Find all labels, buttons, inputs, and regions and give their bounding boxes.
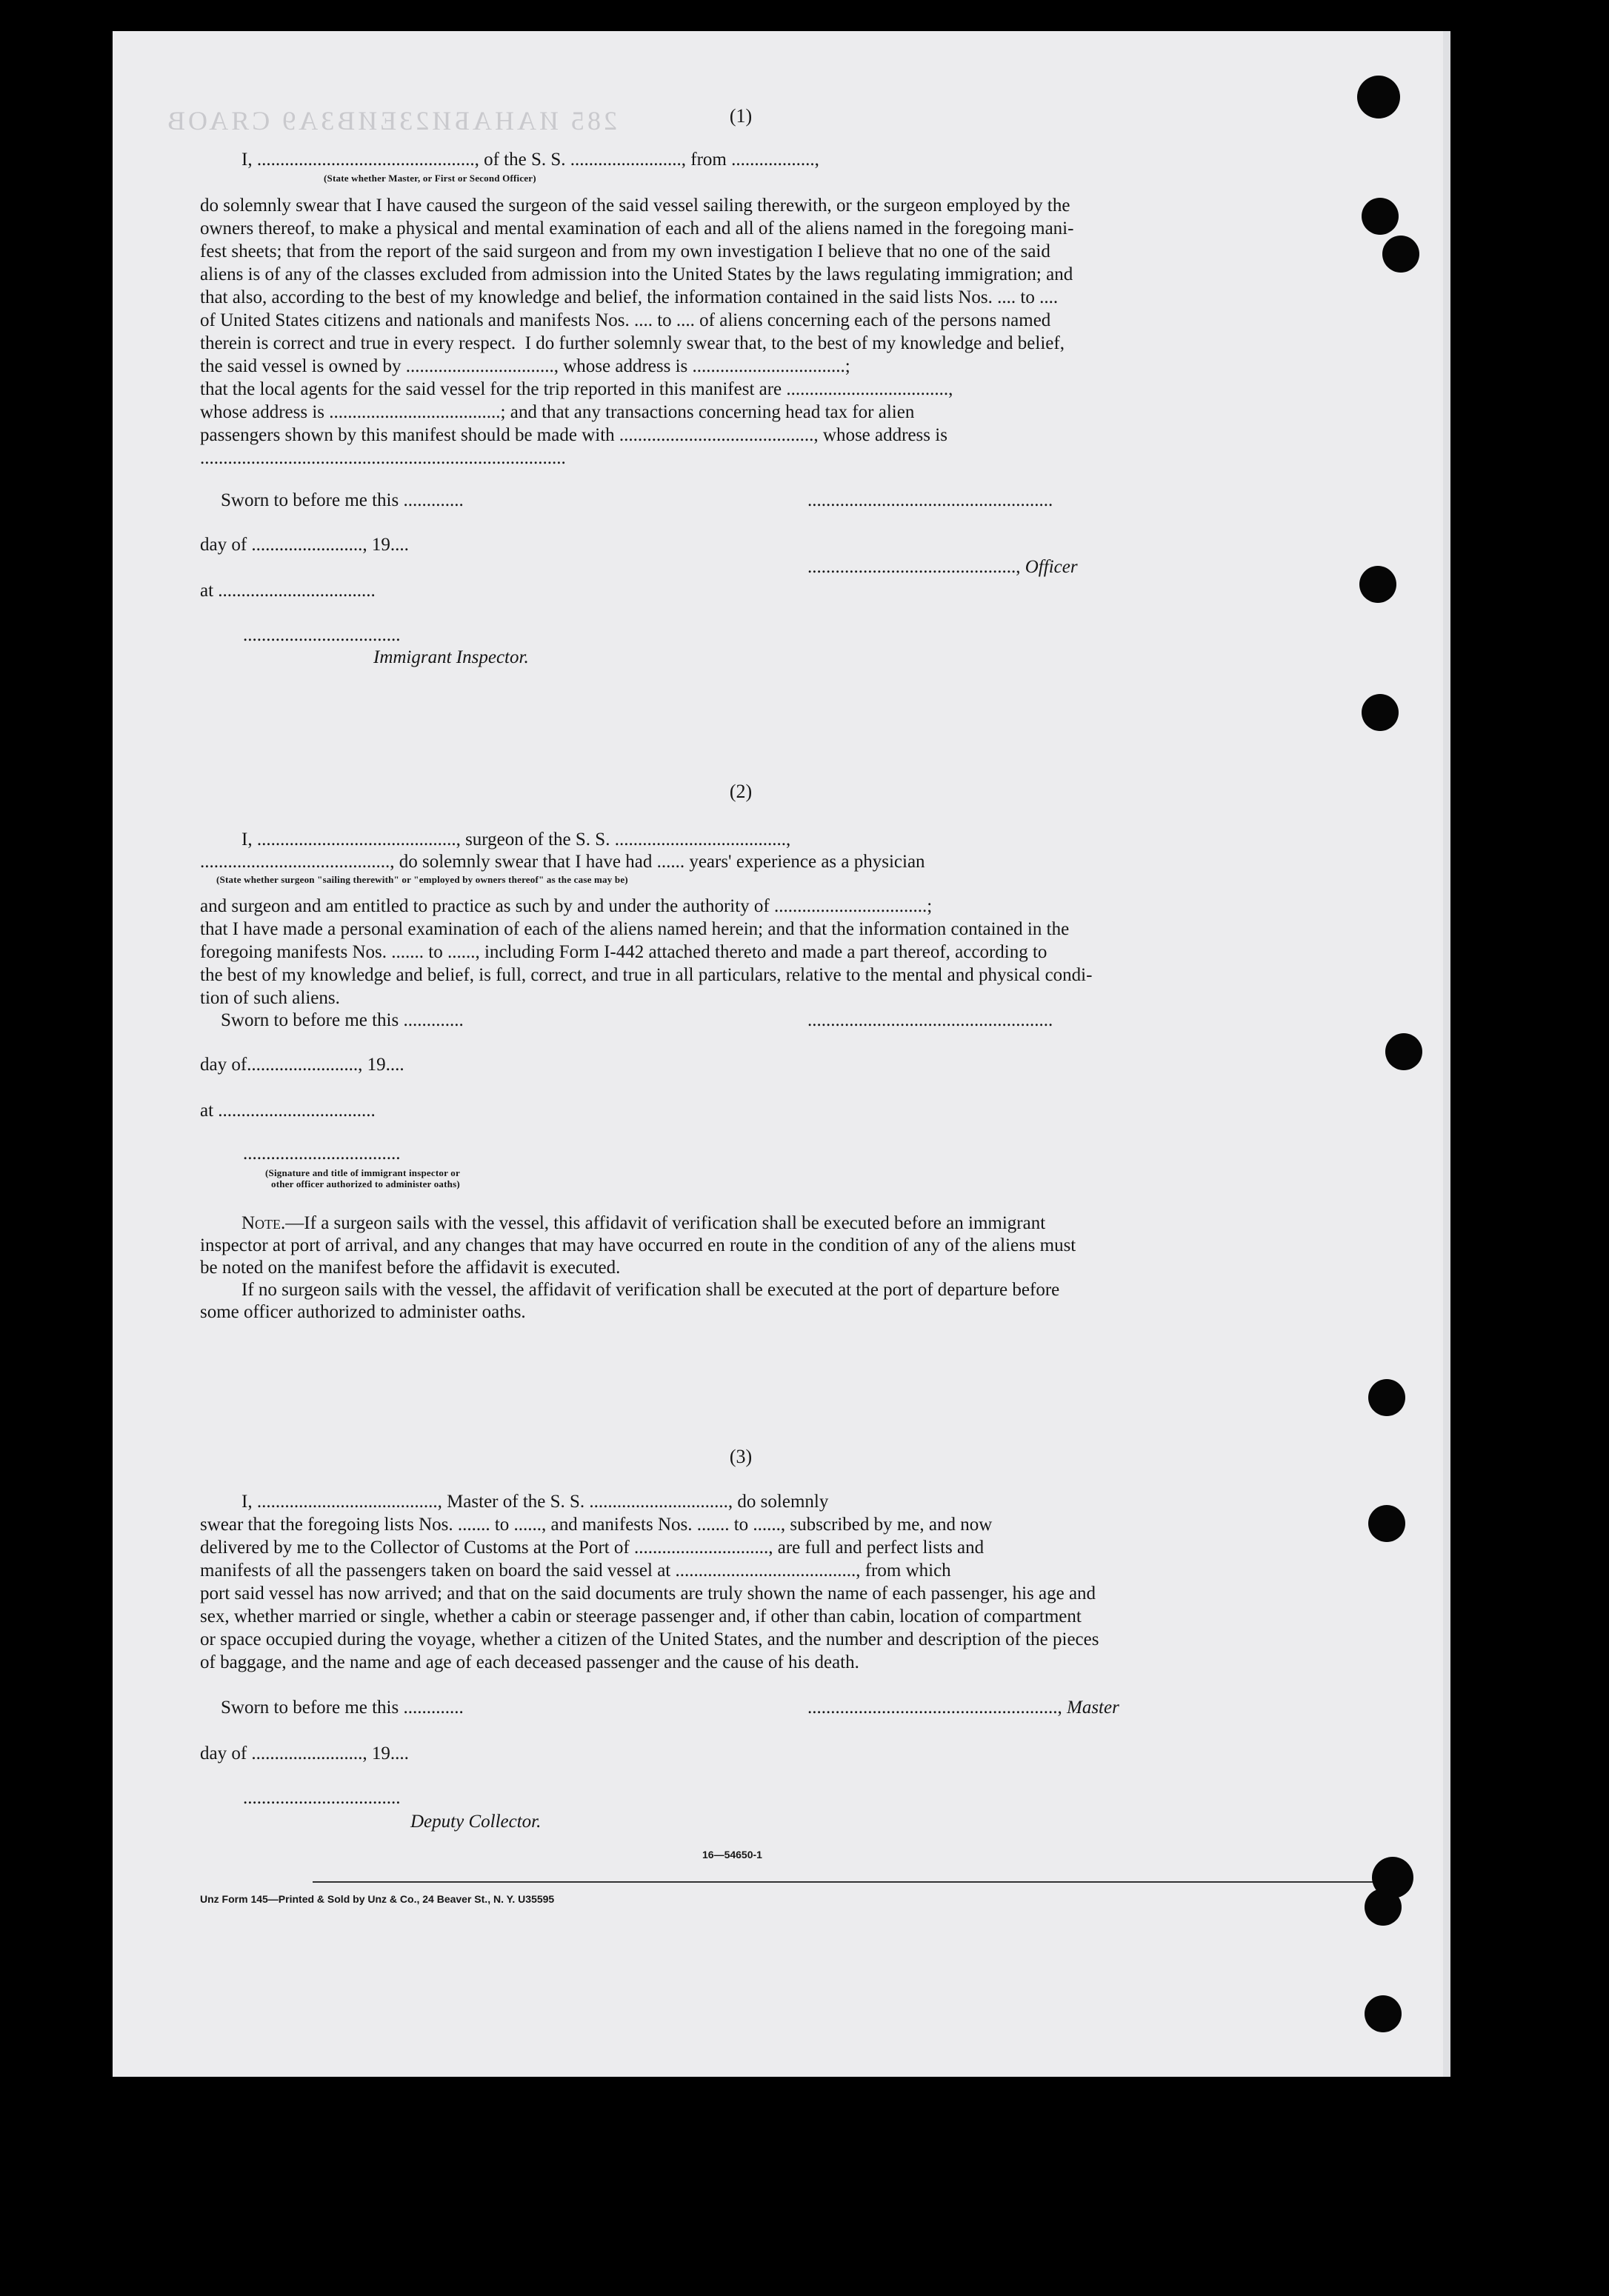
s1p-line: therein is correct and true in every respect. I do further solemnly swear that, to the best of my knowledge and belief, [200,333,1065,353]
s1p-line: ............................................................................... [200,448,566,468]
note-line-2: inspector at port of arrival, and any changes that may have occurred en route in the condition of any of the aliens must [200,1235,1076,1255]
section-1-number: (1) [729,105,753,127]
bleed-through-text: 285 ИАНАБИ2ЗЕИВЗА9 СЯАОВ [164,106,617,136]
note-line-1: Note.—If a surgeon sails with the vessel, this affidavit of verification shall be executed before an immigrant [241,1213,1046,1233]
officer-line: ............................................., Officer [807,557,1078,577]
s2p-line: and surgeon and am entitled to practice as such by and under the authority of .................................; [200,896,933,916]
section-2-number: (2) [729,781,753,802]
s2p-line: foregoing manifests Nos. ....... to ......, including Form I-442 attached thereto and made a part thereof, according to [200,942,1047,962]
punch-hole-5 [1362,694,1399,731]
section-3-day: day of ........................, 19.... [200,1743,409,1763]
s3p-line: or space occupied during the voyage, whether a citizen of the United States, and the number and description of the pieces [200,1629,1099,1649]
s1p-line: passengers shown by this manifest should be made with .........................................., whose address is [200,425,947,445]
section-1-hint: (State whether Master, or First or Second Officer) [324,173,536,184]
s3p-line: sex, whether married or single, whether a cabin or steerage passenger and, if other than cabin, location of compartment [200,1606,1082,1626]
form-sheet [113,31,1450,2077]
s3p-line: of baggage, and the name and age of each deceased passenger and the cause of his death. [200,1652,859,1672]
punch-hole-3 [1382,236,1419,273]
s1p-line: aliens is of any of the classes excluded from admission into the United States by the laws regulating immigration; and [200,264,1073,284]
s2p-line: tion of such aliens. [200,988,340,1008]
punch-hole-8 [1368,1505,1405,1542]
form-code: 16—54650-1 [702,1849,762,1861]
s3p-line: swear that the foregoing lists Nos. ....... to ......, and manifests Nos. ....... to ......, subscribed by me, and now [200,1515,993,1535]
s2p-line: that I have made a personal examination of each of the aliens named herein; and that the information contained in the [200,919,1070,939]
section-3-sworn: Sworn to before me this ............. [221,1698,464,1718]
punch-hole-6 [1385,1033,1422,1070]
master-line: ......................................................, Master [807,1698,1119,1718]
s3p-line: delivered by me to the Collector of Customs at the Port of ............................., are full and perfect lists and [200,1538,985,1558]
section-2-sig-hint-1: (Signature and title of immigrant inspector or [265,1167,460,1178]
section-1-line-1: I, ..............................................., of the S. S. ........................, from .................., [241,150,819,170]
section-2-right-line: ..................................................... [807,1010,1053,1030]
punch-hole-2 [1362,198,1399,235]
printer-line: Unz Form 145—Printed & Sold by Unz & Co., 24 Beaver St., N. Y. U35595 [200,1893,555,1905]
section-1-sworn: Sworn to before me this ............. [221,490,464,510]
deputy-collector-label: Deputy Collector. [410,1812,542,1832]
s3p-line: port said vessel has now arrived; and that on the said documents are truly shown the name of each passenger, his age and [200,1583,1096,1603]
s1p-line: the said vessel is owned by ................................, whose address is .................................; [200,356,850,376]
s1p-line: that also, according to the best of my knowledge and belief, the information contained in the said lists Nos. .... to .... [200,287,1059,307]
note-line-5: some officer authorized to administer oaths. [200,1302,526,1322]
section-1-signature-line: .................................. [243,625,401,645]
s2p-line: the best of my knowledge and belief, is full, correct, and true in all particulars, relative to the mental and physical condi- [200,965,1093,985]
section-1-at: at .................................. [200,581,376,601]
s3p-line: manifests of all the passengers taken on board the said vessel at ......................................., from which [200,1561,951,1581]
section-1-right-line: ..................................................... [807,490,1053,510]
section-2-day: day of........................, 19.... [200,1055,404,1075]
s3p-line: I, ......................................., Master of the S. S. .............................., do solemnly [241,1492,829,1512]
punch-hole-11 [1365,1995,1402,2032]
section-2-line-2: ........................................., do solemnly swear that I have had ...... years' experience as a physician [200,852,925,872]
s1p-line: of United States citizens and nationals and manifests Nos. .... to .... of aliens concerning each of the persons named [200,310,1051,330]
punch-hole-10 [1365,1889,1402,1926]
s1p-line: that the local agents for the said vessel for the trip reported in this manifest are ..................................., [200,379,953,399]
section-2-at: at .................................. [200,1101,376,1121]
punch-hole-1 [1357,76,1400,119]
section-3-signature-line: .................................. [243,1788,401,1808]
s1p-line: owners thereof, to make a physical and mental examination of each and all of the aliens named in the foregoing mani- [200,218,1074,238]
section-2-signature-line: .................................. [243,1144,401,1164]
s1p-line: do solemnly swear that I have caused the surgeon of the said vessel sailing therewith, or the surgeon employed by the [200,196,1070,216]
section-3-number: (3) [729,1446,753,1467]
section-2-sig-hint-2: other officer authorized to administer oaths) [271,1178,460,1189]
immigrant-inspector-label: Immigrant Inspector. [373,647,529,667]
s1p-line: whose address is .....................................; and that any transactions concerning head tax for alien [200,402,915,422]
note-line-3: be noted on the manifest before the affidavit is executed. [200,1258,621,1278]
section-2-sworn: Sworn to before me this ............. [221,1010,464,1030]
punch-hole-7 [1368,1379,1405,1416]
punch-hole-4 [1359,566,1396,603]
section-2-hint: (State whether surgeon "sailing therewith" or "employed by owners thereof" as the case may be) [216,874,628,885]
s1p-line: fest sheets; that from the report of the said surgeon and from my own investigation I believe that no one of the said [200,241,1050,261]
note-line-4: If no surgeon sails with the vessel, the affidavit of verification shall be executed at the port of departure before [241,1280,1060,1300]
section-1-day: day of ........................, 19.... [200,535,409,555]
bottom-rule [313,1881,1385,1883]
section-2-line-1: I, ..........................................., surgeon of the S. S. ....................................., [241,830,791,850]
